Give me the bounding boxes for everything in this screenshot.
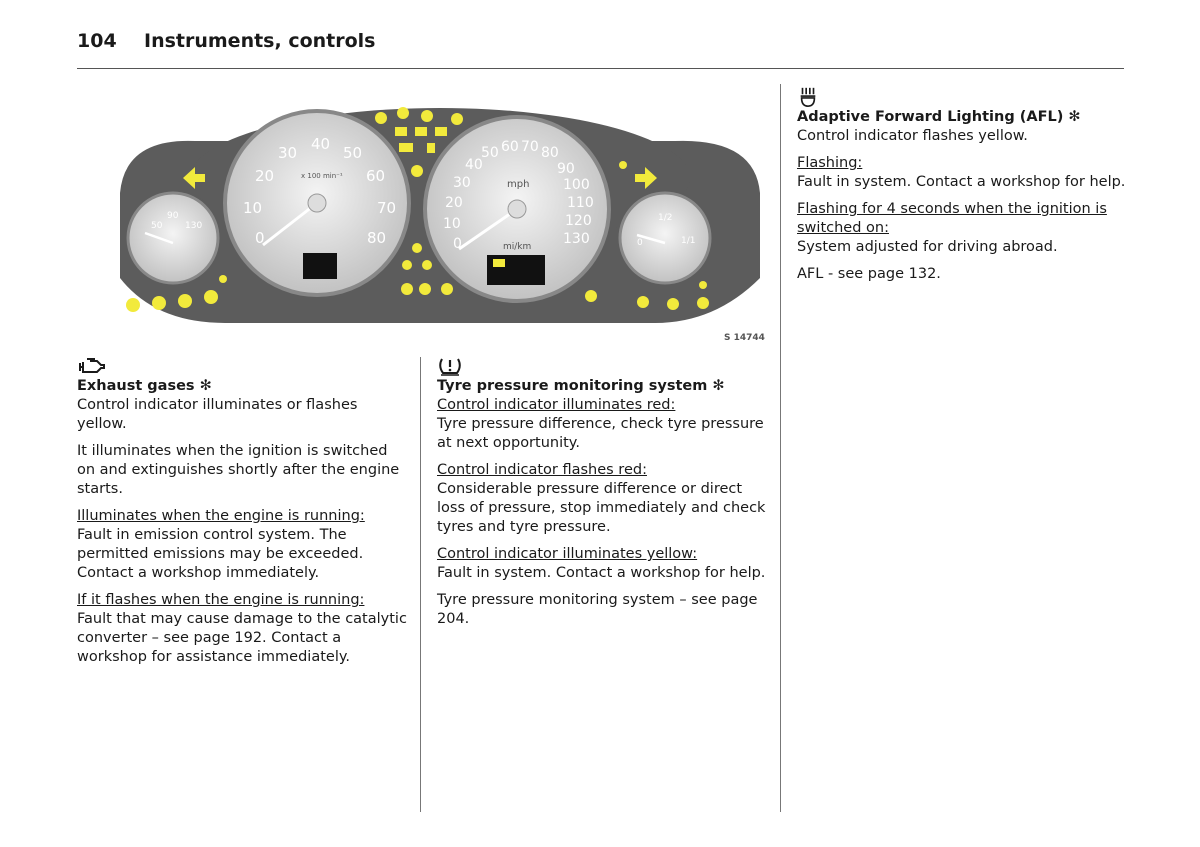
fuel-tick-1: 0 [637,238,643,248]
afl-text-3: System adjusted for driving abroad. [797,239,1058,255]
exhaust-heading: Exhaust gases ✻ [77,378,212,394]
exhaust-text-1: Control indicator illuminates or flashes yellow. [77,397,358,432]
tacho-tick-0: 0 [255,229,265,247]
afl-text-2: Fault in system. Contact a workshop for help. [797,174,1126,190]
lamp-icon [419,283,431,295]
exhaust-text-3: Fault in emission control system. The permitted emissions may be exceeded. Contact a workshop immediately. [77,527,364,581]
speedometer [425,117,609,301]
fuel-tick-2: 1/2 [658,213,673,223]
lamp-icon [697,297,709,309]
afl-text-4: AFL - see page 132. [797,266,941,282]
tyre-section [437,355,767,637]
exhaust-section [77,355,407,675]
tyre-pressure-icon [437,355,463,377]
column-divider [780,84,781,812]
fuel-gauge [620,193,710,283]
speedo-tick-10: 100 [563,177,590,193]
sun-icon [421,110,433,122]
lamp-icon [435,127,447,136]
afl-icon [797,86,819,108]
lamp-icon [395,127,407,136]
lamp-icon [422,260,432,270]
speedo-tick-11: 110 [567,195,594,211]
speedo-lower-unit: mi/km [503,242,532,252]
temp-tick-3: 130 [185,221,203,231]
tacho-tick-3: 30 [278,144,298,162]
exhaust-text-2: It illuminates when the ignition is switched on and extinguishes shortly after the engine starts. [77,443,400,497]
lamp-icon [637,296,649,308]
speedo-tick-7: 70 [521,139,539,155]
lamp-icon [619,161,627,169]
lamp-icon [375,112,387,124]
tachometer [225,111,409,295]
tacho-tick-5: 50 [343,144,363,162]
page-title: Instruments, controls [144,30,376,52]
afl-subheading-1: Flashing: [797,155,863,171]
tyre-subheading-3: Control indicator illuminates yellow: [437,546,698,562]
lamp-icon [219,275,227,283]
lamp-icon [451,113,463,125]
tacho-unit: x 100 min⁻¹ [301,172,343,180]
tacho-tick-2: 20 [255,167,275,185]
tyre-text-3: Fault in system. Contact a workshop for help. [437,565,766,581]
tyre-subheading-2: Control indicator flashes red: [437,462,647,478]
page-number: 104 [77,30,117,52]
afl-text-1: Control indicator flashes yellow. [797,128,1028,144]
lamp-icon [411,165,423,177]
speedo-tick-5: 50 [481,145,499,161]
speedo-tick-4: 40 [465,157,483,173]
tacho-tick-4: 40 [311,135,331,153]
lamp-icon [126,298,140,312]
exhaust-text-4: Fault that may cause damage to the catalytic converter – see page 192. Contact a workshop for assistance immediately. [77,611,407,665]
temp-tick-1: 50 [151,221,163,231]
exhaust-subheading-2: If it flashes when the engine is running: [77,592,365,608]
lamp-icon [152,296,166,310]
afl-heading: Adaptive Forward Lighting (AFL) ✻ [797,109,1081,125]
speedo-tick-12: 120 [565,213,592,229]
lamp-icon [441,283,453,295]
figure-code: S 14744 [724,333,765,343]
lamp-icon [402,260,412,270]
lamp-icon [397,107,409,119]
tacho-tick-7: 70 [377,199,397,217]
tyre-subheading-1: Control indicator illuminates red: [437,397,676,413]
speedo-tick-0: 0 [453,236,462,252]
lamp-icon [401,283,413,295]
lamp-icon [412,243,422,253]
tacho-display [303,253,337,279]
lamp-icon [415,127,427,136]
lamp-icon [178,294,192,308]
engine-icon [77,355,107,377]
speedo-tick-9: 90 [557,161,575,177]
fuel-tick-3: 1/1 [681,236,696,246]
instrument-cluster-figure [115,83,765,345]
lamp-icon [667,298,679,310]
tacho-tick-8: 80 [367,229,387,247]
page-header [77,30,1124,69]
tyre-heading: Tyre pressure monitoring system ✻ [437,378,725,394]
tyre-text-2: Considerable pressure difference or direct loss of pressure, stop immediately and check tyres and tyre pressure. [437,481,766,535]
speedo-tick-3: 30 [453,175,471,191]
afl-section [797,86,1127,292]
speedo-tick-1: 10 [443,216,461,232]
lamp-icon [699,281,707,289]
tacho-tick-6: 60 [366,167,386,185]
speedo-tick-13: 130 [563,231,590,247]
afl-subheading-2: Flashing for 4 seconds when the ignition is switched on: [797,201,1107,236]
exhaust-subheading-1: Illuminates when the engine is running: [77,508,365,524]
column-divider [420,357,421,812]
speedo-tick-6: 60 [501,139,519,155]
tyre-text-1: Tyre pressure difference, check tyre pressure at next opportunity. [437,416,764,451]
lamp-icon [427,143,435,153]
lamp-icon [204,290,218,304]
speedo-tick-2: 20 [445,195,463,211]
tyre-text-4: Tyre pressure monitoring system – see page 204. [437,592,758,627]
tacho-tick-1: 10 [243,199,263,217]
temp-tick-2: 90 [167,211,179,221]
speedo-unit: mph [507,179,530,190]
speedo-tick-8: 80 [541,145,559,161]
lamp-icon [399,143,413,152]
lamp-icon [585,290,597,302]
temperature-gauge [128,193,218,283]
